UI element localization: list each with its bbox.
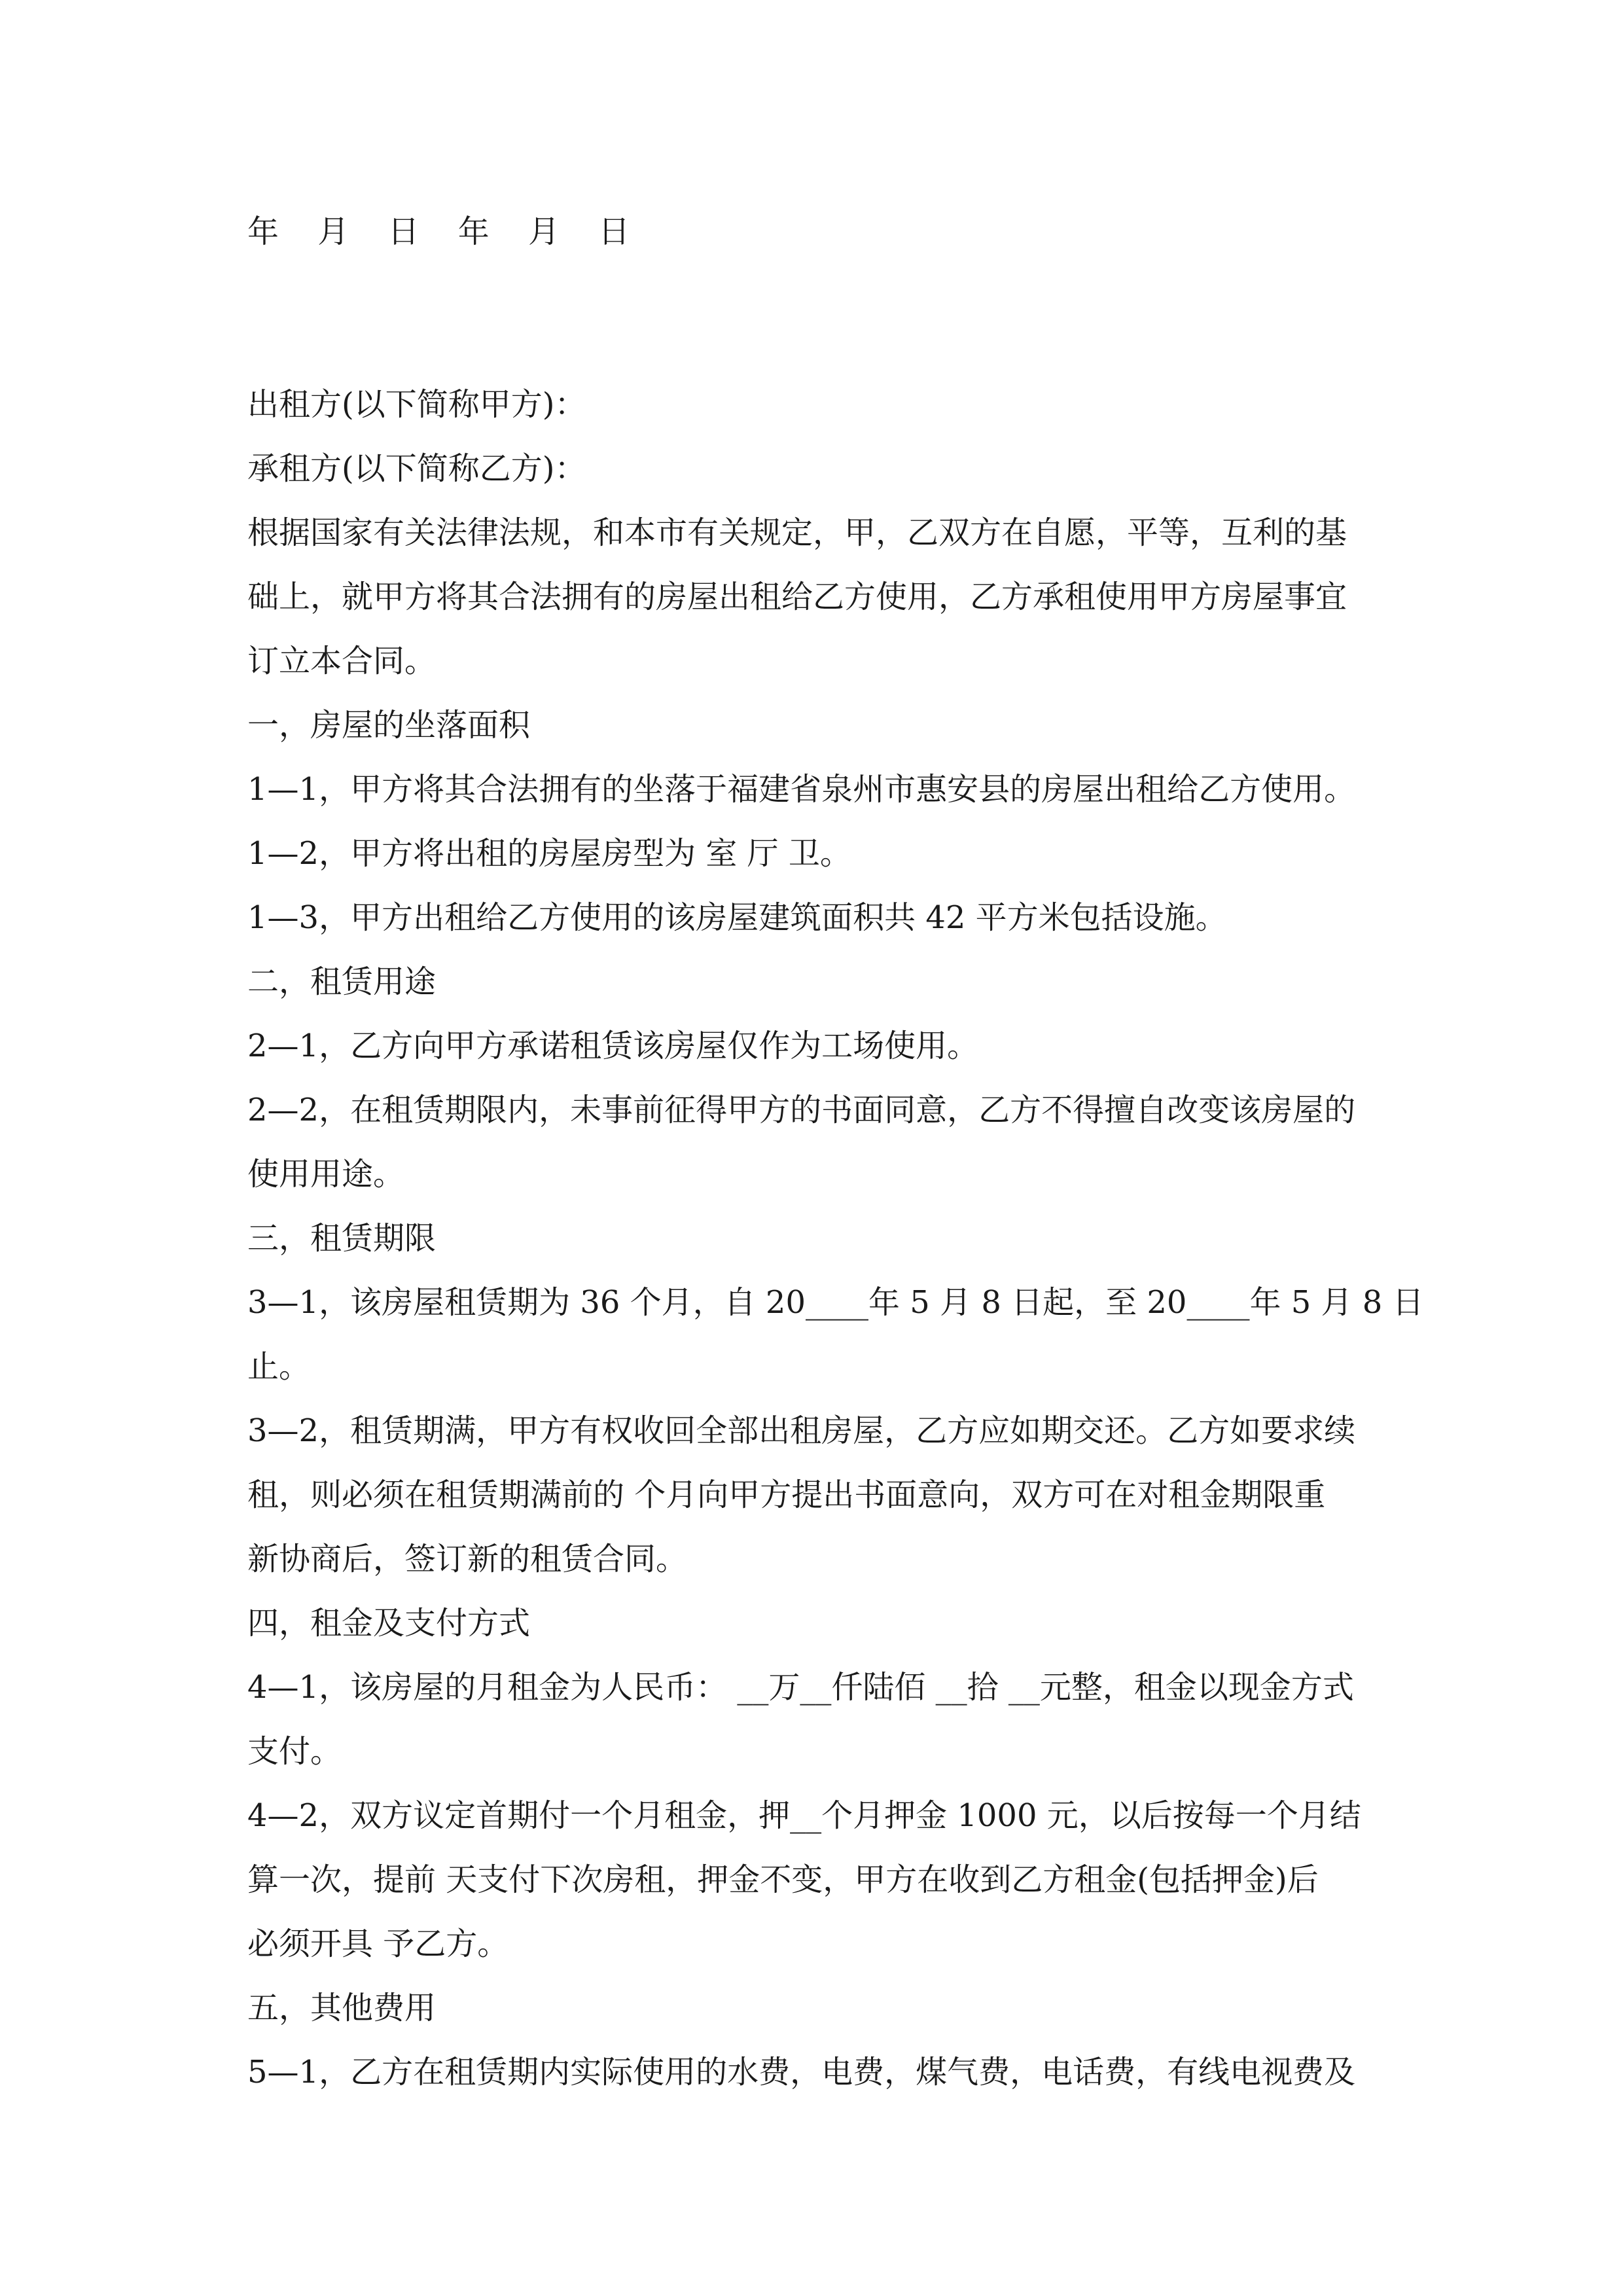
- clause-2-1: 2—1，乙方向甲方承诺租赁该房屋仅作为工场使用。: [247, 1028, 979, 1064]
- section-heading-5: 五，其他费用: [247, 1990, 437, 2026]
- clause-3-2: 3—2，租赁期满，甲方有权收回全部出租房屋，乙方应如期交还。乙方如要求续: [247, 1412, 1356, 1449]
- contract-body: [247, 208, 1424, 2113]
- clause-4-2-cont: 必须开具 予乙方。: [247, 1926, 509, 1962]
- clause-2-2-cont: 使用用途。: [247, 1156, 405, 1193]
- section-heading-4: 四，租金及支付方式: [247, 1605, 531, 1641]
- clause-1-1: 1—1，甲方将其合法拥有的坐落于福建省泉州市惠安县的房屋出租给乙方使用。: [247, 771, 1356, 808]
- paragraph-line: 根据国家有关法律法规，和本市有关规定，甲，乙双方在自愿，平等，互利的基: [247, 514, 1347, 551]
- clause-3-2-cont: 租，则必须在租赁期满前的 个月向甲方提出书面意向，双方可在对租金期限重: [247, 1477, 1326, 1513]
- clause-1-3: 1—3，甲方出租给乙方使用的该房屋建筑面积共 42 平方米包括设施。: [247, 899, 1227, 936]
- date-line: 年 月 日 年 月 日: [247, 213, 645, 250]
- paragraph-line: 订立本合同。: [247, 643, 437, 679]
- clause-3-2-cont: 新协商后，签订新的租赁合同。: [247, 1541, 688, 1577]
- clause-3-1: 3—1，该房屋租赁期为 36 个月，自 20____年 5 月 8 日起，至 20____年 5 月 8 日: [247, 1284, 1424, 1321]
- clause-3-1-cont: 止。: [247, 1348, 311, 1385]
- clause-1-2: 1—2，甲方将出租的房屋房型为 室 厅 卫。: [247, 835, 851, 872]
- section-heading-3: 三，租赁期限: [247, 1220, 437, 1257]
- section-heading-1: 一，房屋的坐落面积: [247, 707, 531, 744]
- section-heading-2: 二，租赁用途: [247, 963, 437, 1000]
- lessor-line: 出租方(以下简称甲方)：: [247, 386, 586, 423]
- clause-4-2: 4—2，双方议定首期付一个月租金，押__个月押金 1000 元，以后按每一个月结: [247, 1797, 1361, 1834]
- clause-4-1-cont: 支付。: [247, 1733, 342, 1770]
- clause-4-2-cont: 算一次，提前 天支付下次房租，押金不变，甲方在收到乙方租金(包括押金)后: [247, 1861, 1319, 1898]
- lessee-line: 承租方(以下简称乙方)：: [247, 450, 586, 487]
- spacer: [247, 272, 1399, 381]
- paragraph-line: 础上，就甲方将其合法拥有的房屋出租给乙方使用，乙方承租使用甲方房屋事宜: [247, 579, 1347, 615]
- clause-5-1: 5—1，乙方在租赁期内实际使用的水费，电费，煤气费，电话费，有线电视费及: [247, 2054, 1356, 2090]
- clause-4-1: 4—1，该房屋的月租金为人民币： __万__仟陆佰 __拾 __元整，租金以现金方式: [247, 1669, 1354, 1706]
- clause-2-2: 2—2，在租赁期限内，未事前征得甲方的书面同意，乙方不得擅自改变该房屋的: [247, 1092, 1356, 1128]
